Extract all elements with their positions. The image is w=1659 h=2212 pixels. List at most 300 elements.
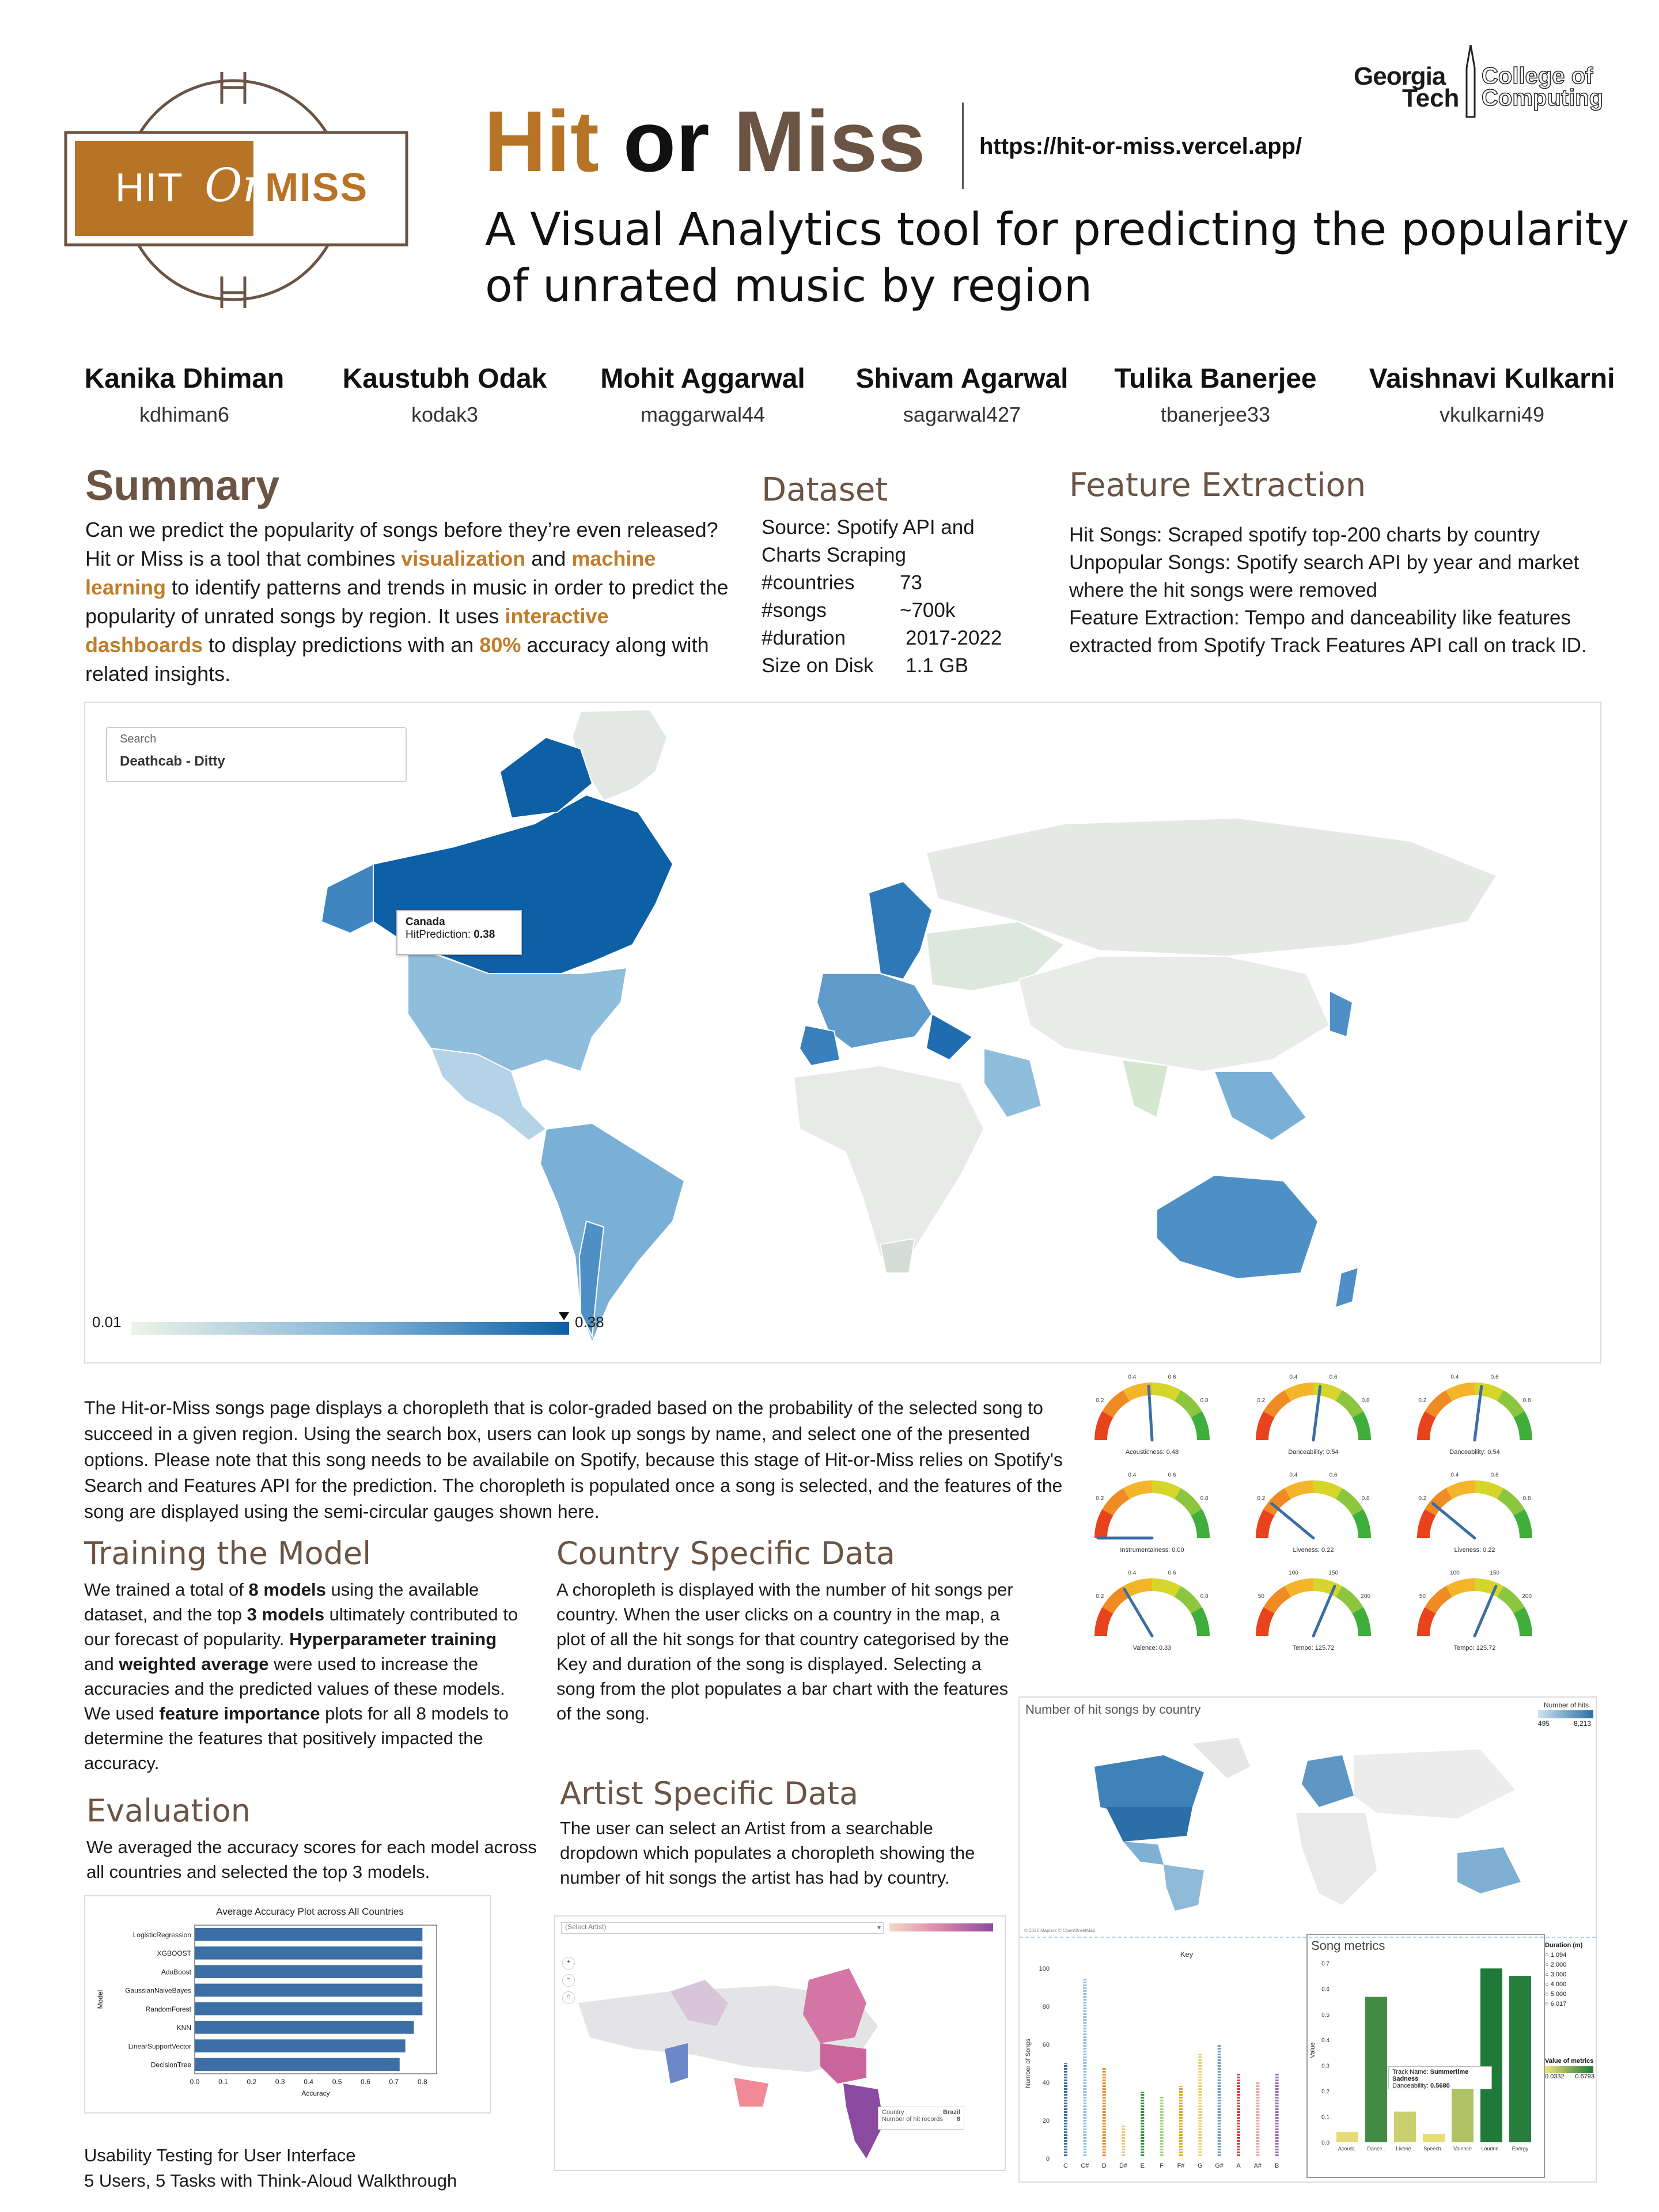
metrics-ylabel: Value <box>1309 2042 1316 2058</box>
summary-text <box>85 516 730 688</box>
gauge-tick-label: 0.2 <box>1257 1397 1266 1404</box>
gauge-tick-label: 0.4 <box>1128 1570 1137 1577</box>
gauge-segment <box>1497 1488 1525 1516</box>
gauge-needle <box>1272 1503 1313 1538</box>
gauge <box>1094 1472 1210 1554</box>
accuracy-bar <box>195 2058 400 2071</box>
accuracy-bar <box>195 2021 414 2034</box>
author-6 <box>1365 363 1619 427</box>
gauge-tick-label: 0.2 <box>1096 1495 1104 1502</box>
hits-map-asia[interactable] <box>1354 1749 1515 1819</box>
model-label: KNN <box>176 2024 191 2032</box>
tip-value: 0.5680 <box>1430 2082 1450 2089</box>
artist-heading: Artist Specific Data <box>560 1775 859 1812</box>
gauge-tick-label: 0.6 <box>1490 1374 1499 1381</box>
gauge-tick-label: 0.4 <box>1450 1472 1459 1479</box>
gauge <box>1256 1374 1371 1456</box>
gt-line1: Georgia <box>1354 62 1446 90</box>
gauge-segment <box>1175 1488 1202 1516</box>
metric-bar[interactable] <box>1480 1968 1502 2142</box>
x-tick-label: 0.7 <box>389 2078 399 2086</box>
x-tick-label: 0.0 <box>190 2078 200 2086</box>
metric-label: Acoust.. <box>1338 2146 1357 2152</box>
key-strip-plot[interactable] <box>1020 1940 1308 2181</box>
gauge-tick-label: 150 <box>1328 1570 1338 1577</box>
legend-max: 0.38 <box>575 1313 604 1331</box>
hits-legend-max: 8,213 <box>1574 1719 1592 1728</box>
map-credit: © 2022 Mapbox © OpenStreetMap <box>1024 1928 1096 1933</box>
dataset-value: ~700k <box>900 599 956 622</box>
metrics-y-tick: 0.7 <box>1321 1960 1330 1967</box>
tip-value: Summertime Sadness <box>1392 2069 1469 2082</box>
duration-item: ○ 5.000 <box>1545 1991 1567 1998</box>
key-label: F <box>1160 2162 1164 2169</box>
country-heading: Country Specific Data <box>556 1535 895 1571</box>
duration-value: 1.094 <box>1550 1952 1567 1959</box>
gauge-segment <box>1102 1390 1130 1418</box>
map-scandinavia[interactable] <box>869 881 932 979</box>
song-metrics-chart[interactable] <box>1308 1952 1544 2177</box>
model-label: GaussianNaiveBayes <box>125 1986 191 1995</box>
tip-value: Brazil <box>943 2109 960 2116</box>
duration-item: ○ 3.000 <box>1545 1971 1567 1978</box>
gauge-segment <box>1425 1488 1452 1516</box>
x-tick-label: 0.1 <box>218 2078 228 2086</box>
map-middle-east[interactable] <box>984 1048 1041 1118</box>
dataset-key: #countries <box>762 571 855 594</box>
key-label: E <box>1140 2162 1145 2169</box>
metric-label: Loudne.. <box>1481 2146 1502 2152</box>
key-label: A <box>1236 2162 1241 2169</box>
summary-heading: Summary <box>85 461 280 509</box>
accuracy-bar <box>195 1984 422 1997</box>
summary-highlight: interactive dashboards <box>85 604 609 657</box>
hits-map-africa[interactable] <box>1296 1813 1377 1905</box>
key-label: G <box>1198 2162 1203 2169</box>
metrics-legend-max: 0.6793 <box>1575 2073 1594 2080</box>
metric-bar[interactable] <box>1394 2112 1416 2142</box>
metrics-y-tick: 0.4 <box>1321 2037 1330 2044</box>
hits-map-south-america[interactable] <box>1164 1865 1204 1911</box>
country-text: A choropleth is displayed with the number of hit songs per country. When the user clicks on a country in the map, a plot of all the hit songs for that country categorised by the Key and duration of the song is displayed. Selecting a song from the plot populates a bar chart with the features of the song. <box>556 1580 1013 1724</box>
key-label: A# <box>1253 2162 1262 2169</box>
country-dashboard-panel <box>1018 1696 1597 2183</box>
duration-legend-title: Duration (m) <box>1545 1942 1583 1949</box>
evaluation-heading: Evaluation <box>86 1793 251 1829</box>
gauge-tick-label: 0.6 <box>1329 1374 1338 1381</box>
gt-college1: College of <box>1482 63 1593 89</box>
gauge-tick-label: 200 <box>1522 1593 1532 1600</box>
gauge-segment <box>1263 1488 1291 1516</box>
gauge-label: Acousticness: 0.48 <box>1125 1449 1179 1456</box>
features-label: Feature Extraction <box>1069 607 1234 629</box>
map-iberia[interactable] <box>800 1025 840 1066</box>
metric-label: Speech.. <box>1423 2146 1444 2152</box>
tip-value: 8 <box>956 2116 960 2123</box>
training-heading: Training the Model <box>84 1535 372 1571</box>
key-y-tick: 40 <box>1042 2080 1050 2086</box>
model-label: LogisticRegression <box>132 1930 191 1939</box>
duration-value: 4.000 <box>1550 1981 1567 1988</box>
metrics-y-tick: 0.0 <box>1321 2140 1330 2146</box>
zoom-out-icon[interactable]: − <box>562 1974 575 1987</box>
duration-value: 6.017 <box>1550 2001 1567 2008</box>
accuracy-bar <box>195 1965 422 1978</box>
dataset-source-value: : Spotify API and Charts Scraping <box>762 516 975 566</box>
legend-min: 0.01 <box>92 1313 122 1331</box>
gauge-tick-label: 0.4 <box>1289 1472 1298 1479</box>
tooltip-country: Canada <box>406 916 445 928</box>
map-asia[interactable] <box>1018 956 1330 1071</box>
logo-text-hit: HIT <box>115 165 184 210</box>
tooltip-label: HitPrediction: <box>406 929 471 941</box>
title-hit: Hit <box>484 93 599 190</box>
key-label: F# <box>1177 2162 1185 2169</box>
hits-map-australia[interactable] <box>1457 1847 1521 1893</box>
gauge-label: Danceability: 0.54 <box>1288 1449 1339 1456</box>
author-id: kodak3 <box>411 403 479 426</box>
key-y-tick: 60 <box>1042 2041 1050 2048</box>
gauge-tick-label: 0.6 <box>1168 1472 1176 1479</box>
prediction-choropleth[interactable] <box>85 703 1600 1362</box>
logo-text-or: Or <box>204 158 264 212</box>
gauge-grid <box>1071 1371 1555 1671</box>
key-y-tick: 100 <box>1039 1965 1050 1972</box>
metric-bar[interactable] <box>1423 2134 1445 2142</box>
training-bold: weighted average <box>119 1654 269 1674</box>
artist-text: The user can select an Artist from a searchable dropdown which populates a choropleth showing the number of hit songs the artist has had by country. <box>560 1818 975 1888</box>
gauge-tick-label: 0.8 <box>1361 1397 1370 1404</box>
features-block <box>1069 521 1622 660</box>
gauge-tick-label: 0.8 <box>1361 1495 1370 1502</box>
x-tick-label: 0.8 <box>417 2078 427 2086</box>
duration-legend <box>1545 1941 1594 2009</box>
artist-tooltip-row <box>882 2116 960 2123</box>
duration-value: 2.000 <box>1550 1961 1567 1968</box>
training-part: plots for all 8 models to determine the features that positively impacted the accuracy. <box>84 1703 509 1773</box>
x-tick-label: 0.3 <box>275 2078 285 2086</box>
features-heading: Feature Extraction <box>1069 467 1366 504</box>
gauge-segment <box>1263 1586 1291 1613</box>
gauge-tick-label: 50 <box>1257 1593 1264 1600</box>
summary-text-part: Can we predict the popularity of songs before they’re even released? Hit or Miss is a tool that combines <box>85 518 718 570</box>
x-tick-label: 0.5 <box>332 2078 342 2086</box>
tip-key: Country <box>882 2109 904 2116</box>
gauge-tick-label: 0.2 <box>1257 1495 1266 1502</box>
title-or: or <box>623 93 710 190</box>
gauge-tick-label: 50 <box>1419 1593 1426 1600</box>
dataset-key: Size on Disk <box>762 654 874 677</box>
dataset-heading: Dataset <box>762 471 888 509</box>
gauge-segment <box>1336 1586 1363 1613</box>
metric-bar[interactable] <box>1365 1997 1387 2142</box>
map-australia[interactable] <box>1157 1175 1318 1279</box>
features-text: : Spotify search API by year and market where the hit songs were removed <box>1069 551 1580 601</box>
training-bold: 3 models <box>247 1604 325 1624</box>
gauge-label: Instrumentalness: 0.00 <box>1120 1547 1184 1554</box>
gauge <box>1094 1570 1210 1652</box>
gauge <box>1256 1570 1371 1652</box>
map-alaska[interactable] <box>321 864 373 933</box>
accuracy-bar <box>195 2002 422 2016</box>
hits-map-usa[interactable] <box>1106 1807 1192 1842</box>
training-part: and <box>84 1654 119 1674</box>
authors-row <box>63 363 1619 444</box>
author-5 <box>1094 363 1336 427</box>
map-japan[interactable] <box>1330 991 1353 1037</box>
model-label: XGBOOST <box>157 1949 191 1958</box>
tip-key: Number of hit records <box>882 2116 943 2123</box>
gauge-tick-label: 100 <box>1289 1570 1298 1577</box>
gauge-segment <box>1425 1586 1452 1613</box>
key-label: D <box>1101 2162 1107 2169</box>
metrics-tooltip-row <box>1392 2069 1488 2082</box>
model-label: LinearSupportVector <box>128 2042 191 2051</box>
tech-tower-icon <box>1462 45 1479 120</box>
author-name: Kanika Dhiman <box>84 363 285 394</box>
hits-legend-bar <box>1538 1710 1593 1718</box>
metrics-y-tick: 0.2 <box>1321 2089 1330 2096</box>
metric-bar[interactable] <box>1509 1976 1531 2142</box>
dataset-source-label: Source <box>762 516 825 539</box>
model-label: DecisionTree <box>150 2061 191 2069</box>
x-tick-label: 0.4 <box>304 2078 313 2086</box>
author-id: sagarwal427 <box>903 403 1021 426</box>
dataset-row <box>762 569 1032 597</box>
dataset-value: 1.1 GB <box>906 654 968 677</box>
author-4 <box>841 363 1083 427</box>
search-label: Search <box>120 733 157 745</box>
summary-text-part: to display predictions with an <box>203 633 480 657</box>
accuracy-chart <box>85 1896 490 2112</box>
author-name: Shivam Agarwal <box>855 363 1069 394</box>
metric-label: Livene.. <box>1396 2146 1414 2152</box>
artist-map-europe[interactable] <box>665 2043 688 2084</box>
map-tooltip <box>396 910 522 955</box>
legend-marker-icon <box>559 1312 569 1320</box>
gauge-segment <box>1336 1390 1363 1418</box>
gauge-needle <box>1124 1589 1152 1636</box>
author-id: kdhiman6 <box>139 403 230 426</box>
duration-item: ○ 6.017 <box>1545 2001 1567 2008</box>
artist-map-usa[interactable] <box>820 2043 866 2084</box>
gauge-label: Tempo: 125.72 <box>1453 1645 1496 1652</box>
map-turkey[interactable] <box>926 1014 972 1060</box>
accuracy-chart-panel <box>84 1895 491 2113</box>
key-y-tick: 80 <box>1042 2003 1050 2010</box>
song-metrics-panel <box>1306 1934 1545 2178</box>
gauge-tick-label: 0.4 <box>1128 1472 1137 1479</box>
metric-label: Valence <box>1453 2146 1472 2152</box>
key-label: D# <box>1119 2162 1128 2169</box>
metrics-tooltip-row <box>1392 2082 1488 2089</box>
dataset-value: 2017-2022 <box>906 627 1002 649</box>
hits-map-europe[interactable] <box>1302 1755 1354 1807</box>
features-label: Hit Songs <box>1069 524 1157 546</box>
summary-text-part: to identify patterns and trends in music in order to predict the popularity of unrated songs by region. It uses <box>85 575 729 628</box>
gauge-tick-label: 150 <box>1490 1570 1499 1577</box>
author-2 <box>324 363 566 427</box>
gt-line2: Tech <box>1402 84 1460 112</box>
artist-dropdown[interactable] <box>561 1922 884 1934</box>
gauge-tick-label: 0.4 <box>1450 1374 1459 1381</box>
search-input[interactable]: Deathcab - Ditty <box>120 753 225 769</box>
artist-tooltip-row <box>882 2109 960 2116</box>
song-metrics-title: Song metrics <box>1311 1938 1385 1953</box>
dataset-row <box>762 652 1032 680</box>
tooltip-value: 0.38 <box>474 929 495 941</box>
author-id: tbanerjee33 <box>1160 403 1271 426</box>
gauge-label: Liveness: 0.22 <box>1293 1547 1334 1554</box>
logo-text-miss: MISS <box>265 165 369 210</box>
artist-map-australia[interactable] <box>734 2078 768 2107</box>
accuracy-bar <box>195 1946 422 1960</box>
usability-text <box>84 2143 457 2194</box>
tip-key: Danceability: <box>1392 2082 1429 2089</box>
hits-legend-title: Number of hits <box>1544 1701 1589 1709</box>
dataset-row <box>762 597 1032 624</box>
logo <box>58 63 415 317</box>
title-miss: Miss <box>733 93 926 190</box>
summary-text-part: accuracy along with related insights. <box>85 633 709 685</box>
author-id: maggarwal44 <box>640 403 766 426</box>
training-bold: feature importance <box>159 1703 320 1724</box>
artist-tooltip <box>878 2107 964 2130</box>
metrics-legend-bar <box>1545 2066 1593 2073</box>
artist-legend-bar <box>889 1923 993 1931</box>
gauge-tick-label: 0.2 <box>1418 1495 1427 1502</box>
gauge-segment <box>1336 1488 1363 1516</box>
gauge <box>1417 1374 1532 1456</box>
gauge-label: Tempo: 125.72 <box>1292 1645 1335 1652</box>
author-name: Tulika Banerjee <box>1114 363 1317 394</box>
usability-line1: Usability Testing for User Interface <box>84 2145 356 2165</box>
metrics-legend-title: Value of metrics <box>1545 2058 1594 2065</box>
page-title <box>484 92 926 190</box>
training-part: using the available dataset, and the top <box>84 1580 479 1624</box>
gauge-segment <box>1175 1586 1202 1613</box>
metrics-y-tick: 0.6 <box>1321 1986 1330 1993</box>
map-new-zealand[interactable] <box>1335 1267 1358 1308</box>
map-india[interactable] <box>1122 1060 1168 1118</box>
gauges-svg <box>1071 1371 1555 1671</box>
georgia-tech-logo <box>1354 62 1642 126</box>
gauge-tick-label: 200 <box>1361 1593 1370 1600</box>
summary-text-part: and <box>525 547 572 570</box>
gauge-segment <box>1102 1488 1130 1516</box>
gauge-tick-label: 0.2 <box>1418 1397 1427 1404</box>
metrics-y-tick: 0.3 <box>1321 2063 1330 2070</box>
dataset-key: #duration <box>762 627 846 649</box>
duration-item: ○ 2.000 <box>1545 1961 1567 1968</box>
gauge-needle <box>1475 1586 1496 1636</box>
dataset-value: 73 <box>900 571 922 594</box>
features-label: Unpopular Songs <box>1069 551 1225 574</box>
subtitle-line1: A Visual Analytics tool for predicting the popularity <box>485 204 1630 256</box>
prediction-map-panel <box>84 702 1601 1363</box>
x-axis-label: Accuracy <box>301 2089 330 2097</box>
summary-highlight: visualization <box>401 547 526 570</box>
key-label: C <box>1063 2162 1068 2169</box>
gauge-tick-label: 0.4 <box>1128 1374 1137 1381</box>
gauge-tick-label: 0.6 <box>1490 1472 1499 1479</box>
map-south-america[interactable] <box>540 1123 684 1342</box>
chevron-down-icon: ▾ <box>877 1923 881 1931</box>
metric-bar[interactable] <box>1452 2089 1474 2142</box>
dataset-source <box>762 514 1032 569</box>
dataset-block <box>762 514 1032 680</box>
key-plot-title: Key <box>1180 1950 1194 1959</box>
usability-line2: 5 Users, 5 Tasks with Think-Aloud Walkthrough <box>84 2171 457 2191</box>
gauge-segment <box>1263 1390 1291 1418</box>
training-part: We trained a total of <box>84 1580 249 1600</box>
gauge-segment <box>1497 1390 1525 1418</box>
author-1 <box>63 363 305 427</box>
subtitle <box>485 202 1629 315</box>
gauge-label: Valence: 0.33 <box>1132 1645 1172 1652</box>
gauge-tick-label: 0.2 <box>1096 1397 1104 1404</box>
map-southeast-asia[interactable] <box>1214 1071 1306 1141</box>
training-part: were used to increase the accuracies and the predicted values of these models. We used <box>84 1654 505 1724</box>
gauge-tick-label: 0.6 <box>1168 1374 1176 1381</box>
author-3 <box>582 363 824 427</box>
x-tick-label: 0.6 <box>361 2078 370 2086</box>
project-url-link[interactable]: https://hit-or-miss.vercel.app/ <box>979 134 1302 159</box>
artist-choropleth[interactable] <box>555 1934 1005 2170</box>
hits-map-mexico[interactable] <box>1123 1842 1164 1865</box>
key-label: B <box>1274 2162 1279 2169</box>
metric-bar[interactable] <box>1336 2132 1358 2142</box>
artist-dropdown-value: (Select Artist) <box>565 1923 607 1931</box>
author-name: Vaishnavi Kulkarni <box>1369 363 1615 394</box>
zoom-in-icon[interactable]: + <box>562 1957 575 1969</box>
hits-choropleth[interactable] <box>1020 1721 1538 1911</box>
prediction-legend-bar <box>131 1322 569 1335</box>
gauge-segment <box>1175 1390 1202 1418</box>
hits-map-title: Number of hit songs by country <box>1025 1702 1201 1717</box>
gauge <box>1094 1374 1210 1456</box>
home-icon[interactable]: ⌂ <box>562 1991 575 2004</box>
training-part: ultimately contributed to our forecast of popularity. <box>84 1604 518 1649</box>
accuracy-bar <box>195 1928 422 1941</box>
gauge-tick-label: 0.6 <box>1168 1570 1176 1577</box>
metric-label: Dance.. <box>1367 2146 1385 2152</box>
gauge-label: Danceability: 0.54 <box>1449 1449 1500 1456</box>
gauge-tick-label: 0.4 <box>1289 1374 1298 1381</box>
training-bold: Hyperparameter training <box>289 1629 497 1649</box>
key-y-tick: 20 <box>1042 2118 1050 2124</box>
map-africa[interactable] <box>794 1066 984 1267</box>
gauge-tick-label: 100 <box>1450 1570 1460 1577</box>
model-label: RandomForest <box>145 2005 191 2013</box>
title-divider <box>962 103 964 189</box>
gauge <box>1256 1472 1371 1554</box>
metrics-tooltip <box>1388 2066 1492 2089</box>
map-south-africa[interactable] <box>880 1238 915 1273</box>
accuracy-bar <box>195 2039 406 2052</box>
gauge-segment <box>1425 1390 1452 1418</box>
x-tick-label: 0.2 <box>247 2078 257 2086</box>
tip-key: Track Name: <box>1392 2069 1429 2075</box>
metric-label: Energy <box>1512 2146 1529 2152</box>
key-y-tick: 0 <box>1046 2156 1050 2162</box>
gauge-segment <box>1497 1586 1525 1613</box>
gauge-needle <box>1433 1503 1475 1538</box>
author-name: Mohit Aggarwal <box>600 363 805 394</box>
evaluation-text: We averaged the accuracy scores for each model across all countries and selected the top 3 models. <box>86 1837 537 1882</box>
gauge-tick-label: 0.6 <box>1329 1472 1338 1479</box>
dataset-key: #songs <box>762 599 827 622</box>
